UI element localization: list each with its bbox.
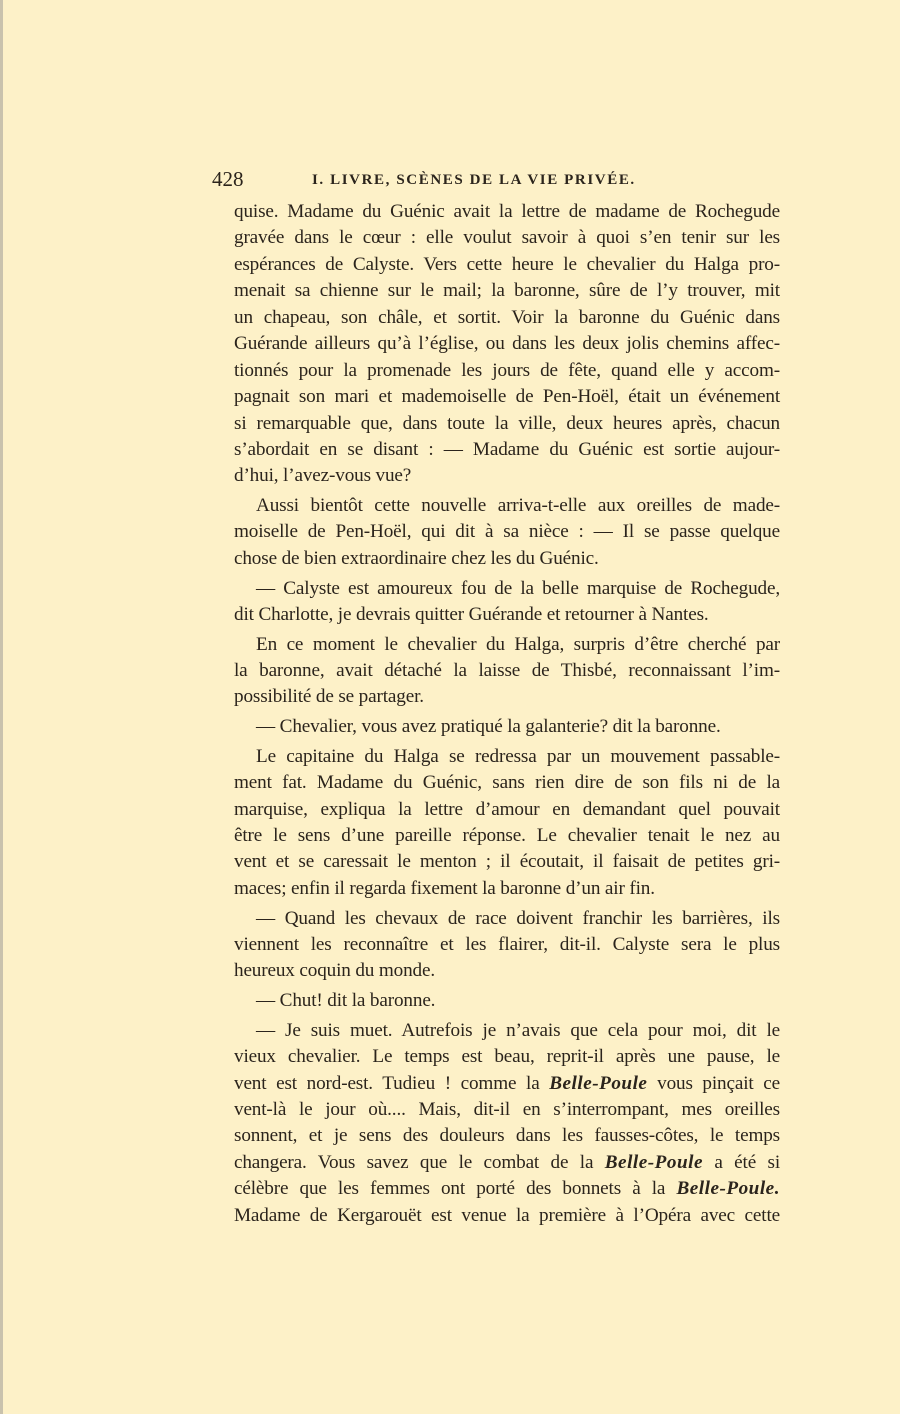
text-line: heureux coquin du monde. — [234, 960, 436, 982]
text-line: changera. Vous savez que le combat de la Belle-Poule a été si — [234, 1151, 781, 1173]
paragraph — [212, 714, 780, 740]
text-line: vent et se caressait le menton ; il écoutait, il faisait de petites gri- — [234, 851, 780, 873]
text-line: — Quand les chevaux de race doivent franchir les barrières, ils — [256, 907, 780, 929]
text-line: espérances de Calyste. Vers cette heure le chevalier du Halga pro- — [234, 253, 780, 275]
text-line: moiselle de Pen-Hoël, qui dit à sa nièce : — Il se passe quelque — [234, 521, 780, 543]
text-line: chose de bien extraordinaire chez les du Guénic. — [234, 547, 599, 569]
text-line: viennent les reconnaître et les flairer, dit-il. Calyste sera le plus — [234, 933, 780, 955]
paragraph — [212, 906, 780, 985]
paragraph — [212, 744, 780, 903]
text-line: marquise, expliqua la lettre d’amour en demandant quel pouvait — [234, 798, 780, 820]
text-line: possibilité de se partager. — [234, 686, 424, 708]
text-line: ment fat. Madame du Guénic, sans rien dire de son fils ni de la — [234, 772, 780, 794]
running-head-title: I. LIVRE, SCÈNES DE LA VIE PRIVÉE. — [312, 172, 636, 188]
text-line: célèbre que les femmes ont porté des bonnets à la Belle-Poule. — [234, 1178, 780, 1200]
text-line: dit Charlotte, je devrais quitter Guérande et retourner à Nantes. — [234, 603, 709, 625]
text-line: quise. Madame du Guénic avait la lettre de madame de Rochegude — [234, 201, 780, 222]
italic-ship-name: Belle-Poule — [604, 1151, 703, 1173]
italic-ship-name: Belle-Poule — [549, 1072, 648, 1094]
paragraph — [212, 988, 780, 1014]
italic-ship-name: Belle-Poule. — [676, 1178, 780, 1200]
text-line: — Calyste est amoureux fou de la belle marquise de Rochegude, — [256, 577, 780, 599]
text-line: tionnés pour la promenade les jours de fête, quand elle y accom- — [234, 359, 780, 381]
text-line: — Chut! dit la baronne. — [256, 990, 436, 1011]
text-line: — Chevalier, vous avez pratiqué la galanterie? dit la baronne. — [256, 716, 721, 738]
text-line: Madame de Kergarouët est venue la première à l’Opéra avec cette — [234, 1204, 780, 1226]
body-text — [212, 199, 780, 1232]
text-line: Aussi bientôt cette nouvelle arriva-t-elle aux oreilles de made- — [256, 495, 780, 516]
text-line: d’hui, l’avez-vous vue? — [234, 465, 412, 487]
text-line: Guérande ailleurs qu’à l’église, ou dans les deux jolis chemins affec- — [234, 333, 780, 355]
text-line: un chapeau, son châle, et sortit. Voir la baronne du Guénic dans — [234, 306, 780, 328]
text-line: vent est nord-est. Tudieu ! comme la Belle-Poule vous pinçait ce — [234, 1072, 780, 1094]
scan-edge — [0, 0, 3, 1414]
paragraph — [212, 576, 780, 629]
paragraph — [212, 632, 780, 711]
running-head — [212, 166, 780, 192]
text-line: menait sa chienne sur le mail; la baronne, sûre de l’y trouver, mit — [234, 280, 780, 302]
text-line: vent-là le jour où.... Mais, dit-il en s’interrompant, mes oreilles — [234, 1098, 780, 1120]
text-line: pagnait son mari et mademoiselle de Pen-Hoël, était un événement — [234, 386, 780, 408]
paragraph — [212, 493, 780, 572]
paragraph — [212, 1018, 780, 1230]
text-line: sonnent, et je sens des douleurs dans les fausses-côtes, le temps — [234, 1125, 780, 1147]
text-line: s’abordait en se disant : — Madame du Guénic est sortie aujour- — [234, 438, 780, 460]
text-line: vieux chevalier. Le temps est beau, reprit-il après une pause, le — [234, 1046, 780, 1068]
page-number: 428 — [212, 167, 244, 191]
text-line: gravée dans le cœur : elle voulut savoir à quoi s’en tenir sur les — [234, 227, 780, 249]
text-line: Le capitaine du Halga se redressa par un mouvement passable- — [256, 745, 780, 767]
text-line: être le sens d’une pareille réponse. Le chevalier tenait le nez au — [234, 825, 780, 846]
text-line: si remarquable que, dans toute la ville, deux heures après, chacun — [234, 412, 780, 434]
text-line: En ce moment le chevalier du Halga, surpris d’être cherché par — [256, 633, 780, 655]
text-line: maces; enfin il regarda fixement la baronne d’un air fin. — [234, 877, 655, 899]
text-line: la baronne, avait détaché la laisse de Thisbé, reconnaissant l’im- — [234, 660, 780, 681]
paragraph — [212, 199, 780, 490]
text-line: — Je suis muet. Autrefois je n’avais que cela pour moi, dit le — [256, 1019, 780, 1041]
